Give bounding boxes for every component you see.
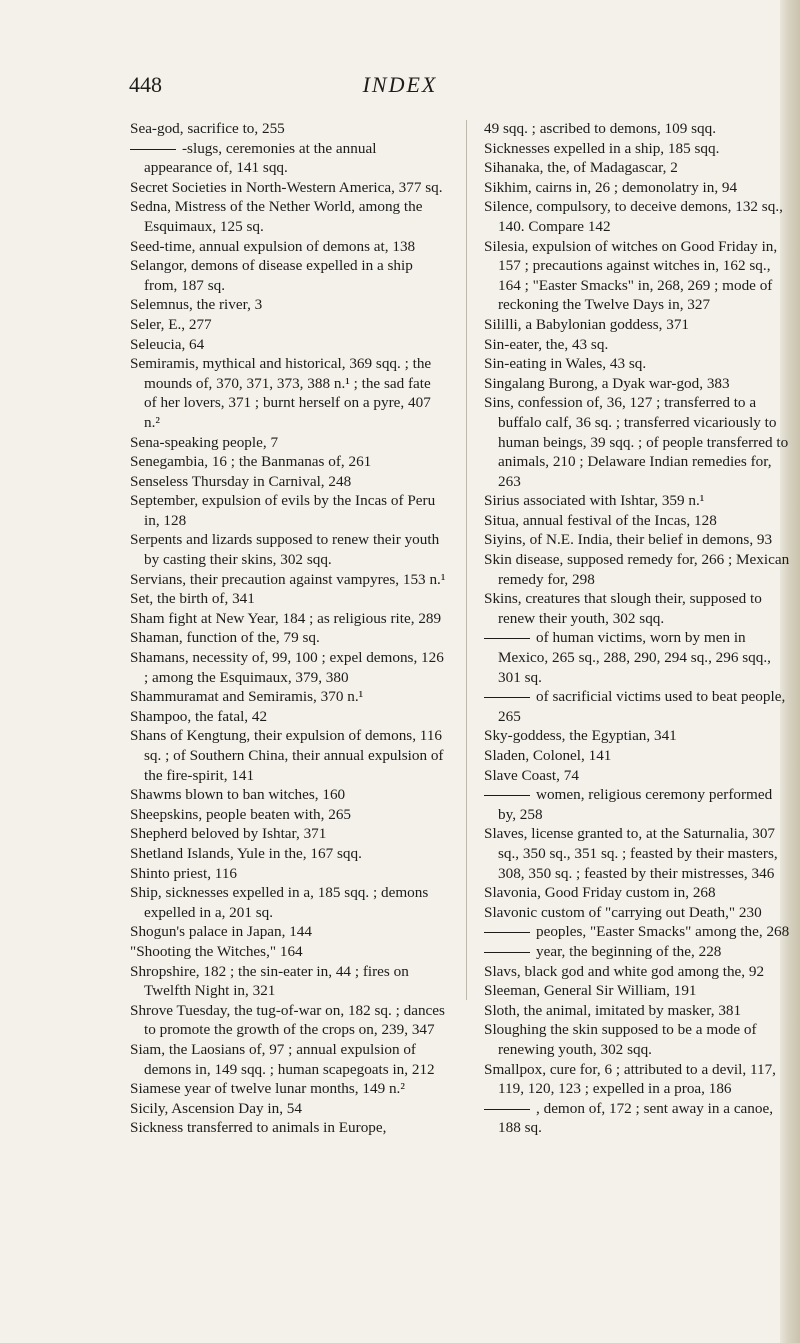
- index-entry-text: Sin-eater, the, 43 sq.: [484, 335, 609, 353]
- index-entry: [484, 903, 790, 923]
- index-entry-text: Slavonic custom of "carrying out Death," 230: [484, 903, 762, 921]
- index-entry: [130, 962, 446, 1001]
- index-entry: [130, 119, 446, 139]
- index-entry: [130, 354, 446, 432]
- ditto-dash: [130, 149, 176, 150]
- index-entry: [484, 981, 790, 1001]
- index-entry: [130, 139, 446, 178]
- index-entry: [484, 1020, 790, 1059]
- index-entry-text: Slavs, black god and white god among the, 92: [484, 962, 765, 980]
- index-entry: [484, 628, 790, 687]
- index-entry: [484, 530, 790, 550]
- index-entry-text: Sicknesses expelled in a ship, 185 sqq.: [484, 139, 720, 157]
- index-entry-text: Shepherd beloved by Ishtar, 371: [130, 825, 327, 843]
- index-entry: [484, 824, 790, 883]
- index-entry-text: Siam, the Laosians of, 97 ; annual expulsion of demons in, 149 sqq. ; human scapegoats in, 212: [130, 1040, 435, 1078]
- index-entry-text: Slavonia, Good Friday custom in, 268: [484, 884, 716, 902]
- index-entry-text: Sea-god, sacrifice to, 255: [130, 120, 285, 137]
- index-entry-text: Shropshire, 182 ; the sin-eater in, 44 ; fires on Twelfth Night in, 321: [130, 962, 409, 1000]
- index-entry: [130, 628, 446, 648]
- ditto-dash: [484, 952, 530, 953]
- ditto-dash: [484, 697, 530, 698]
- index-entry-text: Shawms blown to ban witches, 160: [130, 786, 346, 804]
- index-entry-text: Shans of Kengtung, their expulsion of demons, 116 sq. ; of Southern China, their annual expulsion of the fire-spirit, 141: [130, 727, 444, 784]
- index-entry: [130, 530, 446, 569]
- index-entry: [130, 864, 446, 884]
- index-entry: [130, 433, 446, 453]
- index-entry: [130, 942, 446, 962]
- index-entry-text: Situa, annual festival of the Incas, 128: [484, 511, 717, 529]
- index-entry: [130, 687, 446, 707]
- index-entry: [484, 687, 790, 726]
- index-entry: [484, 1060, 790, 1099]
- index-entry: [130, 295, 446, 315]
- index-entry: [130, 824, 446, 844]
- index-entry: [484, 491, 790, 511]
- index-entry: [484, 237, 790, 315]
- index-entry-text: Seed-time, annual expulsion of demons at, 138: [130, 237, 416, 255]
- index-entry-text: Sladen, Colonel, 141: [484, 747, 612, 764]
- index-entry-text: Shampoo, the fatal, 42: [130, 707, 268, 725]
- index-entry: [484, 1001, 790, 1021]
- index-entry: [130, 805, 446, 825]
- index-entry-text: of human victims, worn by men in Mexico, 265 sq., 288, 290, 294 sq., 296 sqq., 301 sq.: [498, 629, 771, 686]
- index-entry-text: Sloth, the animal, imitated by masker, 381: [484, 1001, 742, 1019]
- page-number: 448: [129, 72, 162, 97]
- index-entry: [484, 785, 790, 824]
- index-entry-text: Serpents and lizards supposed to renew their youth by casting their skins, 302 sqq.: [130, 531, 440, 569]
- index-column-right: [484, 119, 790, 1138]
- index-entry: [484, 962, 790, 982]
- ditto-dash: [484, 932, 530, 933]
- index-entry: [484, 511, 790, 531]
- index-entry-text: Secret Societies in North-Western America, 377 sq.: [130, 178, 443, 196]
- index-entry-text: of sacrificial victims used to beat people, 265: [498, 688, 786, 725]
- ditto-dash: [484, 638, 530, 639]
- index-entry: [484, 726, 790, 746]
- index-entry-text: Shetland Islands, Yule in the, 167 sqq.: [130, 844, 362, 862]
- index-entry: [130, 452, 446, 472]
- index-entry-text: Shogun's palace in Japan, 144: [130, 923, 312, 941]
- index-entry-text: , demon of, 172 ; sent away in a canoe, 188 sq.: [498, 1099, 774, 1137]
- index-entry-text: year, the beginning of the, 228: [536, 942, 722, 960]
- index-entry: [130, 315, 446, 335]
- index-entry-text: Shammuramat and Semiramis, 370 n.¹: [130, 688, 364, 706]
- index-entry-text: Sena-speaking people, 7: [130, 433, 279, 451]
- index-entry: [130, 707, 446, 727]
- index-entry-text: Sheepskins, people beaten with, 265: [130, 805, 352, 823]
- index-entry: [130, 648, 446, 687]
- index-entry-text: Sickness transferred to animals in Europe,: [130, 1119, 387, 1137]
- index-entry-text: Shinto priest, 116: [130, 864, 238, 882]
- index-entry-text: Sikhim, cairns in, 26 ; demonolatry in, 94: [484, 178, 738, 196]
- index-entry-text: "Shooting the Witches," 164: [130, 942, 303, 960]
- index-entry: [484, 922, 790, 942]
- index-entry-text: Sky-goddess, the Egyptian, 341: [484, 727, 677, 745]
- index-entry-text: Skin disease, supposed remedy for, 266 ; Mexican remedy for, 298: [484, 551, 790, 588]
- index-entry: [484, 942, 790, 962]
- index-entry: [130, 609, 446, 629]
- index-entry-text: Sililli, a Babylonian goddess, 371: [484, 315, 690, 333]
- index-entry: [130, 1040, 446, 1079]
- index-entry: [130, 883, 446, 922]
- index-entry-text: Selangor, demons of disease expelled in a ship from, 187 sq.: [130, 257, 413, 294]
- index-entry: [484, 315, 790, 335]
- index-entry-text: Singalang Burong, a Dyak war-god, 383: [484, 374, 730, 392]
- index-entry-text: Silesia, expulsion of witches on Good Friday in, 157 ; precautions against witches in, 162 sq., 164 ; "Easter Smacks" in, 268, 269 ; mode of reckoning the Twelve Days in, 327: [484, 237, 778, 314]
- index-entry: [484, 746, 790, 766]
- index-entry: [484, 766, 790, 786]
- index-entry: [130, 785, 446, 805]
- index-entry: [484, 158, 790, 178]
- index-entry-text: Ship, sicknesses expelled in a, 185 sqq. ; demons expelled in a, 201 sq.: [130, 884, 429, 921]
- index-entry-text: Sin-eating in Wales, 43 sq.: [484, 355, 647, 373]
- index-entry-text: Sihanaka, the, of Madagascar, 2: [484, 159, 678, 177]
- index-entry-text: Sleeman, General Sir William, 191: [484, 982, 697, 1000]
- index-entry: [130, 335, 446, 355]
- index-entry: [130, 237, 446, 257]
- index-entry-text: Sloughing the skin supposed to be a mode of renewing youth, 302 sqq.: [484, 1021, 757, 1058]
- index-entry: [130, 197, 446, 236]
- index-entry: [130, 844, 446, 864]
- index-entry-text: September, expulsion of evils by the Incas of Peru in, 128: [130, 492, 436, 529]
- running-head: INDEX: [362, 72, 438, 97]
- index-entry-text: -slugs, ceremonies at the annual appearance of, 141 sqq.: [144, 139, 377, 177]
- index-entry: [130, 1079, 446, 1099]
- index-entry-text: Senegambia, 16 ; the Banmanas of, 261: [130, 453, 372, 471]
- index-entry-text: Set, the birth of, 341: [130, 590, 255, 608]
- column-divider: [466, 120, 467, 1000]
- ditto-dash: [484, 1109, 530, 1110]
- index-column-left: [130, 119, 446, 1138]
- index-entry: [130, 256, 446, 295]
- index-entry-text: Slaves, license granted to, at the Saturnalia, 307 sq., 350 sq., 351 sq. ; feasted by their masters, 308, 350 sq. ; feasted by their mistresses, 346: [484, 825, 778, 882]
- index-entry-text: Silence, compulsory, to deceive demons, 132 sq., 140. Compare 142: [484, 198, 783, 235]
- index-entry: [130, 1001, 446, 1040]
- index-entry: [130, 922, 446, 942]
- index-entry: [484, 883, 790, 903]
- index-entry-text: Skins, creatures that slough their, supposed to renew their youth, 302 sqq.: [484, 590, 762, 627]
- index-entry: [484, 178, 790, 198]
- index-entry: [484, 393, 790, 491]
- index-entry-text: Siyins, of N.E. India, their belief in demons, 93: [484, 531, 773, 549]
- index-entry: [130, 726, 446, 785]
- index-entry-text: Siamese year of twelve lunar months, 149 n.²: [130, 1080, 405, 1098]
- index-entry-text: Sicily, Ascension Day in, 54: [130, 1099, 302, 1117]
- index-entry: [484, 197, 790, 236]
- index-entry-text: Smallpox, cure for, 6 ; attributed to a devil, 117, 119, 120, 123 ; expelled in a proa, 186: [484, 1060, 776, 1098]
- index-entry: [130, 570, 446, 590]
- index-entry: [484, 1099, 790, 1138]
- index-entry-text: peoples, "Easter Smacks" among the, 268: [536, 923, 790, 941]
- index-entry-text: Shrove Tuesday, the tug-of-war on, 182 sq. ; dances to promote the growth of the crops on, 239, 347: [130, 1001, 445, 1039]
- index-entry: [130, 491, 446, 530]
- index-entry-text: Seleucia, 64: [130, 335, 205, 353]
- index-entry-text: Seler, E., 277: [130, 315, 212, 333]
- index-entry-text: Sirius associated with Ishtar, 359 n.¹: [484, 492, 705, 510]
- index-entry-text: Slave Coast, 74: [484, 766, 579, 784]
- index-entry: [130, 1099, 446, 1119]
- index-entry-text: Servians, their precaution against vampyres, 153 n.¹: [130, 570, 446, 588]
- index-entry: [484, 374, 790, 394]
- index-entry-text: Semiramis, mythical and historical, 369 sqq. ; the mounds of, 370, 371, 373, 388 n.¹ ; the sad fate of her lovers, 371 ; burnt herself on a pyre, 407 n.²: [130, 355, 432, 431]
- index-entry: [484, 335, 790, 355]
- index-entry-text: Shaman, function of the, 79 sq.: [130, 629, 320, 647]
- index-entry: [484, 354, 790, 374]
- ditto-dash: [484, 795, 530, 796]
- index-entry-text: Shamans, necessity of, 99, 100 ; expel demons, 126 ; among the Esquimaux, 379, 380: [130, 649, 444, 686]
- index-entry-text: women, religious ceremony performed by, 258: [498, 786, 773, 823]
- index-entry-text: Sins, confession of, 36, 127 ; transferred to a buffalo calf, 36 sq. ; transferred vicariously to human beings, 39 sqq. ; of people transferred to animals, 210 ; Delaware Indian remedies for, 263: [484, 394, 789, 490]
- index-entry-text: Selemnus, the river, 3: [130, 296, 263, 314]
- index-entry: [130, 589, 446, 609]
- index-entry: [484, 550, 790, 589]
- index-entry-text: Sedna, Mistress of the Nether World, among the Esquimaux, 125 sq.: [130, 198, 423, 235]
- index-entry: [130, 178, 446, 198]
- index-entry-text: Sham fight at New Year, 184 ; as religious rite, 289: [130, 609, 442, 627]
- index-entry-text: 49 sqq. ; ascribed to demons, 109 sqq.: [484, 120, 717, 137]
- index-entry: [130, 1118, 446, 1138]
- index-entry: [130, 472, 446, 492]
- index-entry-text: Senseless Thursday in Carnival, 248: [130, 472, 352, 490]
- index-entry: [484, 139, 790, 159]
- index-entry: [484, 589, 790, 628]
- index-entry: [484, 119, 790, 139]
